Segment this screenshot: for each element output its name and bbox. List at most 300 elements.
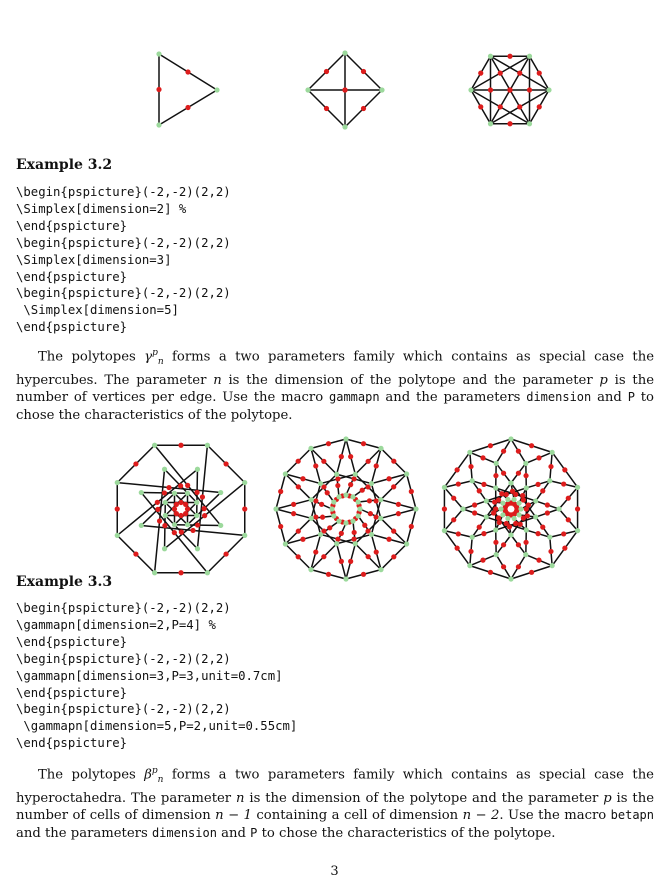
polytope-vertex bbox=[494, 461, 499, 466]
edge-midpoint bbox=[468, 464, 473, 469]
polytope-vertex bbox=[350, 519, 355, 524]
polytope-vertex bbox=[214, 87, 219, 92]
polytope-vertex bbox=[195, 467, 200, 472]
polytope-vertex bbox=[308, 567, 313, 572]
edge-midpoint bbox=[200, 494, 205, 499]
edge-midpoint bbox=[391, 529, 396, 534]
edge-midpoint bbox=[548, 549, 553, 554]
edge-midpoint bbox=[496, 515, 501, 520]
edge-midpoint bbox=[529, 570, 534, 575]
edge-midpoint bbox=[162, 523, 167, 528]
edge-midpoint bbox=[366, 459, 371, 464]
edge-midpoint bbox=[185, 69, 190, 74]
edge-midpoint bbox=[566, 496, 571, 501]
polytope-vertex bbox=[343, 520, 348, 525]
edge-midpoint bbox=[178, 500, 183, 505]
polytope-vertex bbox=[156, 51, 161, 56]
polytope-vertex bbox=[575, 528, 580, 533]
polytope-vertex bbox=[575, 485, 580, 490]
edge-midpoint bbox=[361, 69, 366, 74]
polytope-vertex bbox=[185, 522, 190, 527]
polytope-vertex bbox=[369, 532, 374, 537]
polytope-vertex bbox=[218, 523, 223, 528]
edge-midpoint bbox=[183, 511, 188, 516]
polytope-vertex bbox=[467, 450, 472, 455]
edge-midpoint bbox=[223, 551, 228, 556]
edge-midpoint bbox=[178, 570, 183, 575]
polytope-vertex bbox=[273, 506, 278, 511]
edge-midpoint bbox=[313, 498, 318, 503]
polytope-vertex bbox=[467, 563, 472, 568]
edge-midpoint bbox=[313, 514, 318, 519]
edge-midpoint bbox=[172, 506, 177, 511]
edge-midpoint bbox=[513, 521, 518, 526]
edge-midpoint bbox=[339, 559, 344, 564]
edge-midpoint bbox=[481, 531, 486, 536]
edge-midpoint bbox=[491, 510, 496, 515]
edge-midpoint bbox=[374, 514, 379, 519]
edge-midpoint bbox=[194, 490, 199, 495]
polytope-vertex bbox=[318, 532, 323, 537]
edge-midpoint bbox=[575, 506, 580, 511]
edge-midpoint bbox=[133, 461, 138, 466]
edge-midpoint bbox=[536, 455, 541, 460]
edge-midpoint bbox=[540, 488, 545, 493]
polytope-vertex bbox=[524, 527, 529, 532]
edge-midpoint bbox=[512, 502, 517, 507]
edge-midpoint bbox=[451, 517, 456, 522]
polytope-vertex bbox=[442, 528, 447, 533]
edge-midpoint bbox=[548, 464, 553, 469]
polytope-vertex bbox=[185, 491, 190, 496]
edge-midpoint bbox=[516, 471, 521, 476]
edge-midpoint bbox=[566, 517, 571, 522]
edge-midpoint bbox=[178, 443, 183, 448]
edge-midpoint bbox=[348, 454, 353, 459]
edge-midpoint bbox=[507, 121, 512, 126]
edge-midpoint bbox=[335, 537, 340, 542]
edge-midpoint bbox=[523, 473, 528, 478]
edge-midpoint bbox=[291, 502, 296, 507]
polytope-vertex bbox=[547, 535, 552, 540]
edge-midpoint bbox=[396, 511, 401, 516]
polytope-vertex bbox=[334, 472, 339, 477]
edge-midpoint bbox=[488, 87, 493, 92]
polytope-vertex bbox=[334, 541, 339, 546]
polytope-vertex bbox=[139, 523, 144, 528]
edge-midpoint bbox=[179, 530, 184, 535]
edge-midpoint bbox=[409, 489, 414, 494]
polytope-vertex bbox=[493, 527, 498, 532]
edge-midpoint bbox=[501, 564, 506, 569]
edge-midpoint bbox=[361, 441, 366, 446]
edge-midpoint bbox=[501, 471, 506, 476]
edge-midpoint bbox=[335, 476, 340, 481]
edge-midpoint bbox=[561, 531, 566, 536]
edge-midpoint bbox=[472, 510, 477, 515]
polytope-vertex bbox=[511, 516, 516, 521]
polytope-vertex bbox=[318, 481, 323, 486]
edge-midpoint bbox=[545, 510, 550, 515]
gammapn-dimension-5-figure bbox=[436, 434, 586, 584]
edge-midpoint bbox=[516, 449, 521, 454]
edge-midpoint bbox=[162, 490, 167, 495]
polytope-vertex bbox=[508, 480, 513, 485]
edge-midpoint bbox=[325, 490, 330, 495]
simplex-dimension-3-figure bbox=[300, 48, 390, 132]
polytope-vertex bbox=[460, 506, 465, 511]
polytope-vertex bbox=[172, 491, 177, 496]
edge-midpoint bbox=[516, 564, 521, 569]
polytope-vertex bbox=[484, 514, 489, 519]
polytope-vertex bbox=[336, 519, 341, 524]
polytope-vertex bbox=[205, 570, 210, 575]
edge-midpoint bbox=[156, 87, 161, 92]
gammapn-dimension-2-figure bbox=[106, 434, 256, 584]
polytope-vertex bbox=[331, 513, 336, 518]
polytope-vertex bbox=[283, 471, 288, 476]
edge-midpoint bbox=[313, 549, 318, 554]
edge-midpoint bbox=[326, 441, 331, 446]
edge-midpoint bbox=[366, 554, 371, 559]
edge-midpoint bbox=[166, 485, 171, 490]
polytope-vertex bbox=[329, 506, 334, 511]
polytope-vertex bbox=[350, 494, 355, 499]
gammapn-dimension-3-figure bbox=[271, 434, 421, 584]
polytope-vertex bbox=[556, 506, 561, 511]
polytope-vertex bbox=[163, 513, 168, 518]
polytope-vertex bbox=[378, 567, 383, 572]
polytope-vertex bbox=[533, 514, 538, 519]
edge-midpoint bbox=[409, 524, 414, 529]
edge-midpoint bbox=[493, 473, 498, 478]
edge-midpoint bbox=[242, 506, 247, 511]
edge-midpoint bbox=[339, 531, 344, 536]
edge-midpoint bbox=[155, 500, 160, 505]
edge-midpoint bbox=[296, 484, 301, 489]
polytope-vertex bbox=[343, 576, 348, 581]
edge-midpoint bbox=[480, 558, 485, 563]
polytope-vertex bbox=[163, 500, 168, 505]
example-3-3-heading: Example 3.3 bbox=[16, 574, 113, 590]
edge-midpoint bbox=[492, 499, 497, 504]
polytope-vertex bbox=[546, 87, 551, 92]
polytope-vertex bbox=[500, 512, 505, 517]
polytope-vertex bbox=[115, 533, 120, 538]
edge-midpoint bbox=[185, 506, 190, 511]
edge-midpoint bbox=[516, 542, 521, 547]
edge-midpoint bbox=[296, 459, 301, 464]
polytope-vertex bbox=[523, 461, 528, 466]
edge-midpoint bbox=[513, 492, 518, 497]
polytope-vertex bbox=[523, 552, 528, 557]
polytope-vertex bbox=[508, 576, 513, 581]
edge-midpoint bbox=[368, 511, 373, 516]
polytope-vertex bbox=[356, 499, 361, 504]
polytope-vertex bbox=[115, 480, 120, 485]
polytope-vertex bbox=[369, 481, 374, 486]
edge-midpoint bbox=[478, 104, 483, 109]
edge-midpoint bbox=[396, 502, 401, 507]
edge-midpoint bbox=[296, 529, 301, 534]
polytope-vertex bbox=[493, 485, 498, 490]
polytope-vertex bbox=[494, 552, 499, 557]
edge-midpoint bbox=[157, 518, 162, 523]
polytope-vertex bbox=[309, 497, 314, 502]
edge-midpoint bbox=[468, 549, 473, 554]
edge-midpoint bbox=[537, 104, 542, 109]
edge-midpoint bbox=[507, 524, 512, 529]
polytope-vertex bbox=[498, 506, 503, 511]
polytope-vertex bbox=[139, 490, 144, 495]
polytope-vertex bbox=[550, 450, 555, 455]
edge-midpoint bbox=[202, 506, 207, 511]
edge-midpoint bbox=[374, 498, 379, 503]
edge-midpoint bbox=[517, 71, 522, 76]
edge-midpoint bbox=[348, 482, 353, 487]
polytope-vertex bbox=[356, 513, 361, 518]
polytope-vertex bbox=[172, 522, 177, 527]
polytope-vertex bbox=[511, 497, 516, 502]
edge-midpoint bbox=[362, 523, 367, 528]
edge-midpoint bbox=[455, 467, 460, 472]
edge-midpoint bbox=[493, 540, 498, 545]
polytope-vertex bbox=[516, 501, 521, 506]
edge-midpoint bbox=[361, 572, 366, 577]
edge-midpoint bbox=[320, 515, 325, 520]
polytope-vertex bbox=[484, 498, 489, 503]
polytope-vertex bbox=[309, 516, 314, 521]
edge-midpoint bbox=[501, 542, 506, 547]
edge-midpoint bbox=[517, 104, 522, 109]
edge-midpoint bbox=[386, 537, 391, 542]
edge-midpoint bbox=[185, 483, 190, 488]
polytope-vertex bbox=[331, 499, 336, 504]
edge-midpoint bbox=[155, 507, 160, 512]
edge-midpoint bbox=[391, 554, 396, 559]
edge-midpoint bbox=[291, 511, 296, 516]
polytope-vertex bbox=[518, 506, 523, 511]
polytope-vertex bbox=[488, 54, 493, 59]
polytope-vertex bbox=[353, 541, 358, 546]
edge-midpoint bbox=[115, 506, 120, 511]
edge-midpoint bbox=[504, 492, 509, 497]
edge-midpoint bbox=[526, 502, 531, 507]
edge-midpoint bbox=[195, 522, 200, 527]
edge-midpoint bbox=[527, 87, 532, 92]
polytope-vertex bbox=[470, 535, 475, 540]
simplex-dimension-5-figure bbox=[464, 48, 556, 132]
edge-midpoint bbox=[537, 71, 542, 76]
edge-midpoint bbox=[352, 530, 357, 535]
polytope-vertex bbox=[378, 446, 383, 451]
edge-midpoint bbox=[374, 463, 379, 468]
edge-midpoint bbox=[324, 106, 329, 111]
edge-midpoint bbox=[324, 69, 329, 74]
edge-midpoint bbox=[518, 522, 523, 527]
edge-midpoint bbox=[477, 488, 482, 493]
polytope-vertex bbox=[194, 513, 199, 518]
polytope-vertex bbox=[508, 436, 513, 441]
edge-midpoint bbox=[521, 497, 526, 502]
edge-midpoint bbox=[497, 520, 502, 525]
polytope-vertex bbox=[305, 87, 310, 92]
edge-midpoint bbox=[178, 513, 183, 518]
polytope-vertex bbox=[152, 570, 157, 575]
polytope-vertex bbox=[378, 516, 383, 521]
example-3-3-code: \begin{pspicture}(-2,-2)(2,2) \gammapn[dimension=2,P=4] % \end{pspicture} \begin{pspicture}(-2,-2)(2,2) \gammapn[dimension=3,P=3,unit=0.7cm] \end{pspicture} \begin{pspicture}(-2,-2)(2,2) \gammapn[dimension=5,P=2,unit=0.55cm] \end{pspicture} bbox=[16, 601, 298, 751]
polytope-vertex bbox=[342, 124, 347, 129]
edge-midpoint bbox=[561, 481, 566, 486]
edge-midpoint bbox=[351, 476, 356, 481]
polytope-vertex bbox=[162, 546, 167, 551]
edge-midpoint bbox=[562, 467, 567, 472]
polytope-vertex bbox=[357, 506, 362, 511]
edge-midpoint bbox=[296, 554, 301, 559]
polytope-vertex bbox=[547, 478, 552, 483]
edge-midpoint bbox=[278, 489, 283, 494]
edge-midpoint bbox=[185, 105, 190, 110]
edge-midpoint bbox=[348, 559, 353, 564]
edge-midpoint bbox=[536, 558, 541, 563]
polytope-vertex bbox=[533, 498, 538, 503]
polytope-vertex bbox=[242, 480, 247, 485]
edge-midpoint bbox=[472, 502, 477, 507]
edge-midpoint bbox=[319, 502, 324, 507]
polytope-vertex bbox=[550, 563, 555, 568]
polytope-vertex bbox=[152, 443, 157, 448]
polytope-vertex bbox=[527, 121, 532, 126]
edge-midpoint bbox=[339, 454, 344, 459]
edge-midpoint bbox=[183, 502, 188, 507]
edge-midpoint bbox=[507, 54, 512, 59]
edge-midpoint bbox=[520, 493, 525, 498]
edge-midpoint bbox=[300, 476, 305, 481]
edge-midpoint bbox=[456, 481, 461, 486]
polytope-vertex bbox=[242, 533, 247, 538]
polytope-vertex bbox=[162, 467, 167, 472]
polytope-vertex bbox=[218, 490, 223, 495]
simplex-dimension-2-figure bbox=[150, 48, 226, 132]
edge-midpoint bbox=[326, 572, 331, 577]
edge-midpoint bbox=[202, 513, 207, 518]
polytope-vertex bbox=[500, 501, 505, 506]
polytope-vertex bbox=[516, 512, 521, 517]
edge-midpoint bbox=[133, 551, 138, 556]
edge-midpoint bbox=[481, 482, 486, 487]
edge-midpoint bbox=[499, 491, 504, 496]
edge-midpoint bbox=[174, 511, 179, 516]
polytope-vertex bbox=[488, 121, 493, 126]
edge-midpoint bbox=[391, 459, 396, 464]
edge-midpoint bbox=[477, 525, 482, 530]
edge-midpoint bbox=[190, 528, 195, 533]
edge-midpoint bbox=[342, 87, 347, 92]
edge-midpoint bbox=[501, 449, 506, 454]
polytope-vertex bbox=[308, 446, 313, 451]
edge-midpoint bbox=[545, 502, 550, 507]
edge-midpoint bbox=[562, 546, 567, 551]
polytope-vertex bbox=[378, 497, 383, 502]
edge-midpoint bbox=[172, 530, 177, 535]
edge-midpoint bbox=[361, 106, 366, 111]
polytope-vertex bbox=[156, 122, 161, 127]
polytope-vertex bbox=[524, 485, 529, 490]
edge-midpoint bbox=[523, 540, 528, 545]
edge-midpoint bbox=[313, 463, 318, 468]
edge-midpoint bbox=[507, 87, 512, 92]
polytope-vertex bbox=[283, 541, 288, 546]
edge-midpoint bbox=[335, 483, 340, 488]
edge-midpoint bbox=[480, 455, 485, 460]
page-number: 3 bbox=[330, 864, 339, 879]
polytope-vertex bbox=[195, 546, 200, 551]
edge-midpoint bbox=[451, 496, 456, 501]
polytope-vertex bbox=[336, 494, 341, 499]
example-3-2-code: \begin{pspicture}(-2,-2)(2,2) \Simplex[dimension=2] % \end{pspicture} \begin{pspicture}(-2,-2)(2,2) \Simplex[dimension=3] \end{pspicture} \begin{pspicture}(-2,-2)(2,2) \Simplex[dimension=5] \end{pspicture} bbox=[16, 185, 231, 335]
edge-midpoint bbox=[360, 488, 365, 493]
edge-midpoint bbox=[529, 443, 534, 448]
polytope-vertex bbox=[413, 506, 418, 511]
edge-midpoint bbox=[540, 525, 545, 530]
edge-midpoint bbox=[535, 482, 540, 487]
example-3-2-heading: Example 3.2 bbox=[16, 157, 113, 173]
edge-midpoint bbox=[391, 484, 396, 489]
polytope-vertex bbox=[379, 87, 384, 92]
edge-midpoint bbox=[278, 524, 283, 529]
edge-midpoint bbox=[300, 537, 305, 542]
edge-midpoint bbox=[525, 513, 530, 518]
edge-midpoint bbox=[498, 71, 503, 76]
edge-midpoint bbox=[498, 104, 503, 109]
edge-midpoint bbox=[327, 525, 332, 530]
polytope-vertex bbox=[342, 50, 347, 55]
polytope-vertex bbox=[404, 471, 409, 476]
polytope-vertex bbox=[343, 436, 348, 441]
polytope-vertex bbox=[353, 472, 358, 477]
edge-midpoint bbox=[478, 71, 483, 76]
polytope-vertex bbox=[194, 500, 199, 505]
edge-midpoint bbox=[488, 443, 493, 448]
polytope-vertex bbox=[505, 497, 510, 502]
edge-midpoint bbox=[321, 459, 326, 464]
edge-midpoint bbox=[351, 537, 356, 542]
edge-midpoint bbox=[174, 502, 179, 507]
polytope-vertex bbox=[527, 54, 532, 59]
polytope-vertex bbox=[205, 443, 210, 448]
edge-midpoint bbox=[367, 498, 372, 503]
edge-midpoint bbox=[488, 570, 493, 575]
edge-midpoint bbox=[535, 531, 540, 536]
edge-midpoint bbox=[386, 476, 391, 481]
polytope-vertex bbox=[505, 516, 510, 521]
gammapn-description-paragraph: The polytopes $\gamma^p_n$ forms a two parameters family which contains as special case the hypercubes. The parameter n is the dimension of the polytope and the parameter p is the number of vertices per edge. Use the macro gammapn and the parameters dimension and P to chose the characteristics of the polytope. bbox=[16, 348, 655, 423]
polytope-vertex bbox=[442, 485, 447, 490]
edge-midpoint bbox=[178, 483, 183, 488]
polytope-vertex bbox=[508, 532, 513, 537]
edge-midpoint bbox=[374, 549, 379, 554]
polytope-vertex bbox=[468, 87, 473, 92]
edge-midpoint bbox=[321, 554, 326, 559]
polytope-vertex bbox=[470, 478, 475, 483]
betapn-description-paragraph: The polytopes $\beta^p_n$ forms a two parameters family which contains as special case the hyperoctahedra. The parameter n is the dimension of the polytope and the parameter p is the number of cells of dimension n − 1 containing a cell of dimension n − 2. Use the macro betapn and the parameters dimension and P to chose the characteristics of the polytope. bbox=[16, 766, 655, 841]
edge-midpoint bbox=[456, 531, 461, 536]
edge-midpoint bbox=[442, 506, 447, 511]
edge-midpoint bbox=[455, 546, 460, 551]
polytope-vertex bbox=[404, 541, 409, 546]
edge-midpoint bbox=[223, 461, 228, 466]
polytope-vertex bbox=[343, 492, 348, 497]
